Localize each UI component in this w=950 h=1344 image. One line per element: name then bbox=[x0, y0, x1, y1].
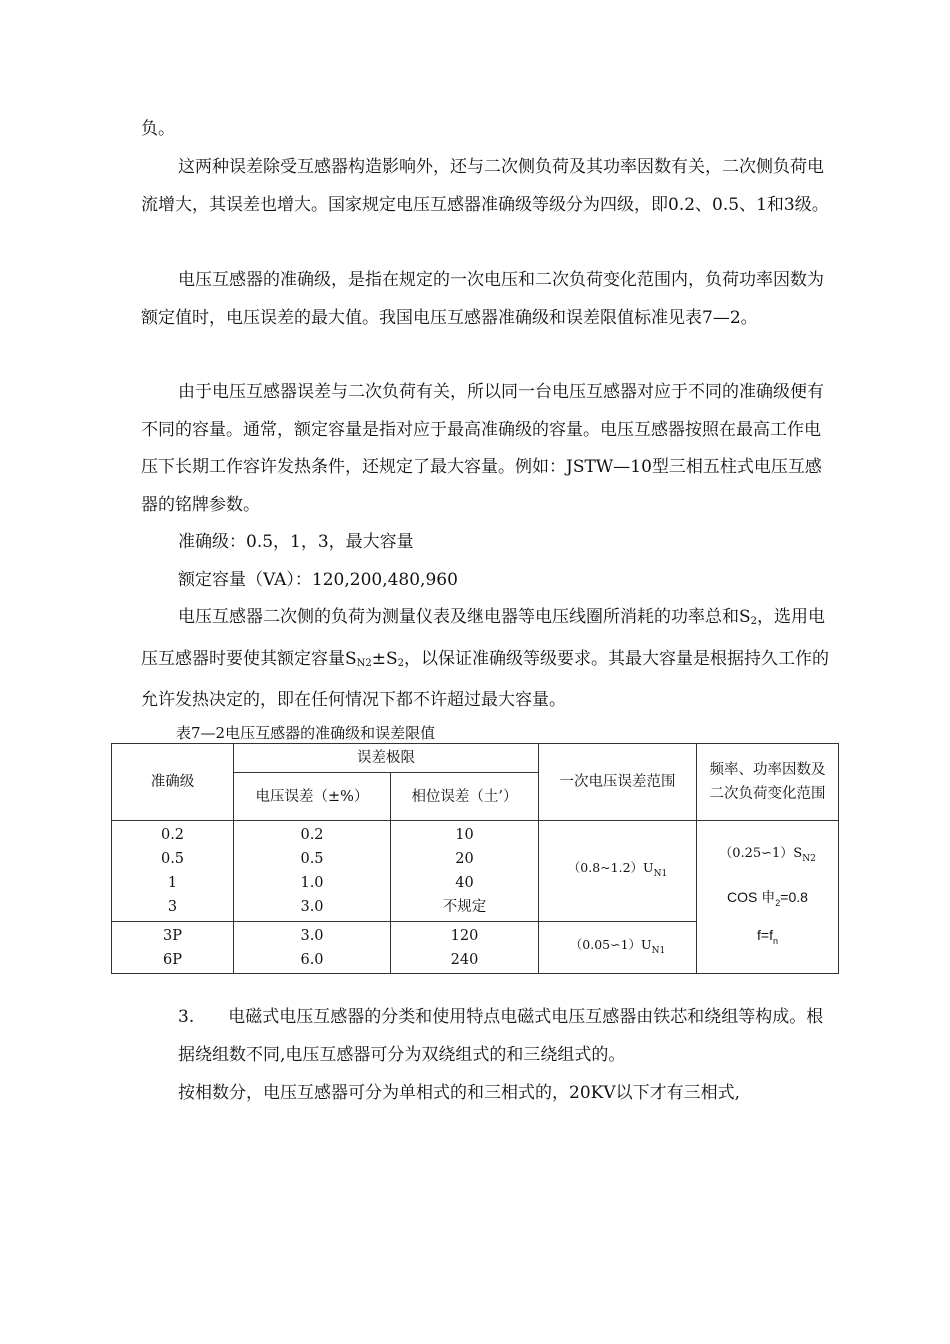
header-class: 准确级 bbox=[112, 744, 234, 821]
paragraph-3: 电压互感器的准确级，是指在规定的一次电压和二次负荷变化范围内，负荷功率因数为额定值时，电压误差的最大值。我国电压互感器准确级和误差限值标准见表7—2。 bbox=[141, 270, 824, 328]
paragraph-8: 3. 电磁式电压互感器的分类和使用特点电磁式电压互感器由铁芯和绕组等构成。根据绕组数不同,电压互感器可分为双绕组式的和三绕组式的。 bbox=[178, 1007, 824, 1065]
cell-freq-conditions: $(0.25∽1)S_{N2}$ COS 申$_2$=0.8 $f=f_n$ bbox=[697, 821, 839, 974]
paragraph-6: 额定容量（VA）：120,200,480,960 bbox=[178, 570, 458, 590]
cell-classes-group1: 0.2 0.5 1 3 bbox=[112, 821, 234, 922]
cell-voltage-errors-group2: 3.0 6.0 bbox=[234, 922, 391, 974]
header-voltage-error: 电压误差（±%） bbox=[234, 773, 391, 821]
accuracy-class-table bbox=[111, 743, 839, 974]
cell-range-group2: $(0.05∽1)U_{N1}$ bbox=[539, 922, 697, 974]
paragraph-9: 按相数分，电压互感器可分为单相式的和三相式的，20KV以下才有三相式, bbox=[178, 1083, 741, 1103]
header-freq: 频率、功率因数及二次负荷变化范围 bbox=[697, 744, 839, 821]
paragraph-2: 这两种误差除受互感器构造影响外，还与二次侧负荷及其功率因数有关，二次侧负荷电流增大，其误差也增大。国家规定电压互感器准确级等级分为四级，即0.2、0.5、1和3级。 bbox=[141, 157, 829, 215]
header-phase-error: 相位误差（土’） bbox=[391, 773, 539, 821]
table-caption: 表7—2电压互感器的准确级和误差限值 bbox=[176, 724, 436, 742]
cell-range-group1: $(0.8\sim 1.2)U_{N1}$ bbox=[539, 821, 697, 922]
cell-phase-errors-group2: 120 240 bbox=[391, 922, 539, 974]
cell-classes-group2: 3P 6P bbox=[112, 922, 234, 974]
header-primary-range: 一次电压误差范围 bbox=[539, 744, 697, 821]
header-error-limit: 误差极限 bbox=[234, 744, 539, 773]
cell-phase-errors-group1: 10 20 40 不规定 bbox=[391, 821, 539, 922]
cell-voltage-errors-group1: 0.2 0.5 1.0 3.0 bbox=[234, 821, 391, 922]
paragraph-7: 电压互感器二次侧的负荷为测量仪表及继电器等电压线圈所消耗的功率总和$S_2$，选用电压互感器时要使其额定容量$S_{N2}\pm S_2$，以保证准确级等级要求。其最大容量是根据持久工作的允许发热决定的，即在任何情况下都不许超过最大容量。 bbox=[141, 607, 830, 710]
paragraph-5: 准确级：0.5，1，3，最大容量 bbox=[178, 532, 414, 552]
paragraph-1: 负。 bbox=[141, 119, 175, 139]
paragraph-4: 由于电压互感器误差与二次负荷有关，所以同一台电压互感器对应于不同的准确级便有不同的容量。通常，额定容量是指对应于最高准确级的容量。电压互感器按照在最高工作电压下长期工作容许发热条件，还规定了最大容量。例如：JSTW—10型三相五柱式电压互感器的铭牌参数。 bbox=[141, 382, 824, 515]
